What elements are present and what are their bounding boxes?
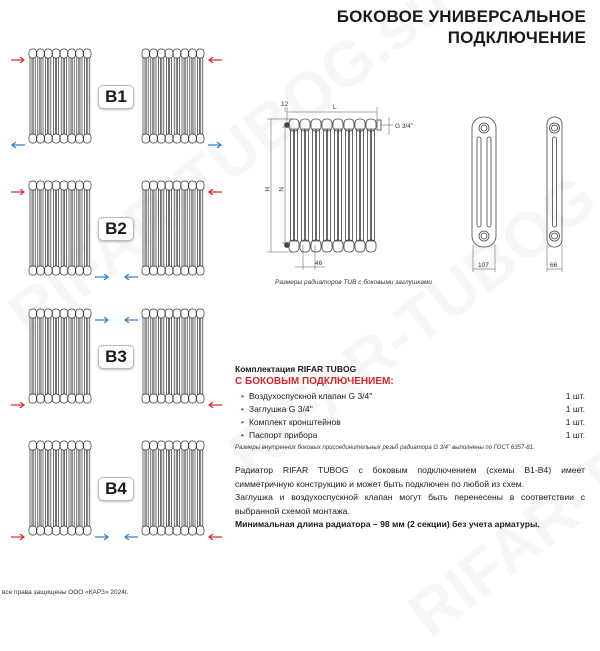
- radiator-b2-right: [141, 180, 205, 281]
- arrow-left-icon: [124, 527, 138, 533]
- kit-item: [235, 390, 585, 403]
- dim-depth-3col: 107: [478, 262, 489, 269]
- description-p2: Заглушка и воздухоспускной клапан могут быть перенесены в соответствии с выбранной схемой монтажа.: [235, 492, 585, 516]
- scheme-label: B1: [98, 85, 134, 109]
- description-p1: Радиатор RIFAR TUBOG с боковым подключением (схемы B1-B4) имеет симметричную конструкцию и может быть подключен по любой из схем.: [235, 465, 585, 489]
- kit-list: [235, 390, 585, 442]
- kit-item-qty: 1 шт.: [565, 417, 585, 427]
- bullet-icon: •: [241, 430, 244, 440]
- page-title: БОКОВОЕ УНИВЕРСАЛЬНОЕ ПОДКЛЮЧЕНИЕ: [336, 7, 586, 47]
- dim-depth-2col: 66: [550, 262, 558, 269]
- kit-item-name: Заглушка G 3/4'': [248, 404, 313, 414]
- dimension-drawing: [255, 95, 600, 280]
- arrow-left-icon: [11, 135, 25, 141]
- radiator-side-view-3col: [472, 117, 496, 247]
- bullet-icon: •: [241, 391, 244, 401]
- radiator-icon: [141, 440, 205, 536]
- dim-section: 46: [315, 260, 323, 267]
- radiator-b3-left: [28, 308, 92, 409]
- arrow-right-icon: [11, 50, 25, 56]
- bullet-icon: •: [241, 404, 244, 414]
- bullet-icon: •: [241, 417, 244, 427]
- radiator-side-view-2col: [547, 117, 562, 247]
- radiator-front-view: [285, 119, 382, 252]
- kit-item: [235, 416, 585, 429]
- kit-section: [235, 364, 585, 451]
- arrow-left-icon: [124, 310, 138, 316]
- arrow-right-icon: [208, 135, 222, 141]
- radiator-b3-right: [141, 308, 205, 409]
- arrow-left-icon: [208, 527, 222, 533]
- kit-item-qty: 1 шт.: [565, 430, 585, 440]
- arrow-left-icon: [208, 50, 222, 56]
- dim-offset: 12: [281, 101, 289, 108]
- radiator-icon: [28, 180, 92, 276]
- radiator-b1-left: [28, 48, 92, 149]
- arrow-right-icon: [95, 527, 109, 533]
- arrow-right-icon: [95, 310, 109, 316]
- radiator-b1-right: [141, 48, 205, 149]
- kit-subheading: С БОКОВЫМ ПОДКЛЮЧЕНИЕМ:: [235, 376, 394, 387]
- kit-item-name: Паспорт прибора: [248, 430, 318, 440]
- radiator-icon: [28, 48, 92, 144]
- footer-copyright: все права защищены ООО «КАРЗ» 2024г.: [2, 589, 129, 596]
- arrow-right-icon: [95, 267, 109, 273]
- arrow-right-icon: [11, 527, 25, 533]
- dim-height: H: [263, 187, 270, 192]
- dim-length: L: [333, 104, 337, 111]
- arrow-right-icon: [11, 182, 25, 188]
- scheme-label: B2: [98, 217, 134, 241]
- kit-item-qty: 1 шт.: [565, 404, 585, 414]
- radiator-b4-left: [28, 440, 92, 541]
- drawing-caption: Размеры радиаторов TUB с боковыми заглушками: [275, 279, 433, 286]
- kit-item: [235, 403, 585, 416]
- radiator-icon: [28, 440, 92, 536]
- radiator-icon: [141, 308, 205, 404]
- radiator-b4-right: [141, 440, 205, 541]
- scheme-label: B4: [98, 477, 134, 501]
- radiator-icon: [28, 308, 92, 404]
- kit-item-name: Комплект кронштейнов: [248, 417, 341, 427]
- radiator-icon: [141, 48, 205, 144]
- thread-label: G 3/4'': [395, 123, 414, 130]
- arrow-right-icon: [11, 395, 25, 401]
- dim-axis: N: [277, 187, 284, 192]
- watermark: [394, 263, 600, 651]
- description-p3: Минимальная длина радиатора – 98 мм (2 секции) без учета арматуры.: [235, 519, 540, 529]
- description: [235, 464, 585, 532]
- kit-item-qty: 1 шт.: [565, 391, 585, 401]
- radiator-b2-left: [28, 180, 92, 281]
- arrow-left-icon: [208, 395, 222, 401]
- arrow-left-icon: [208, 182, 222, 188]
- kit-item: [235, 429, 585, 442]
- kit-heading: Комплектация RIFAR TUBOG: [235, 364, 357, 374]
- kit-item-name: Воздухоспускной клапан G 3/4'': [248, 391, 373, 401]
- arrow-left-icon: [124, 267, 138, 273]
- scheme-label: B3: [98, 345, 134, 369]
- radiator-icon: [141, 180, 205, 276]
- kit-note: Размеры внутренних боковых присоединительных резьб радиатора G 3/4'' выполнены по ГОСТ 6357-81.: [235, 445, 535, 451]
